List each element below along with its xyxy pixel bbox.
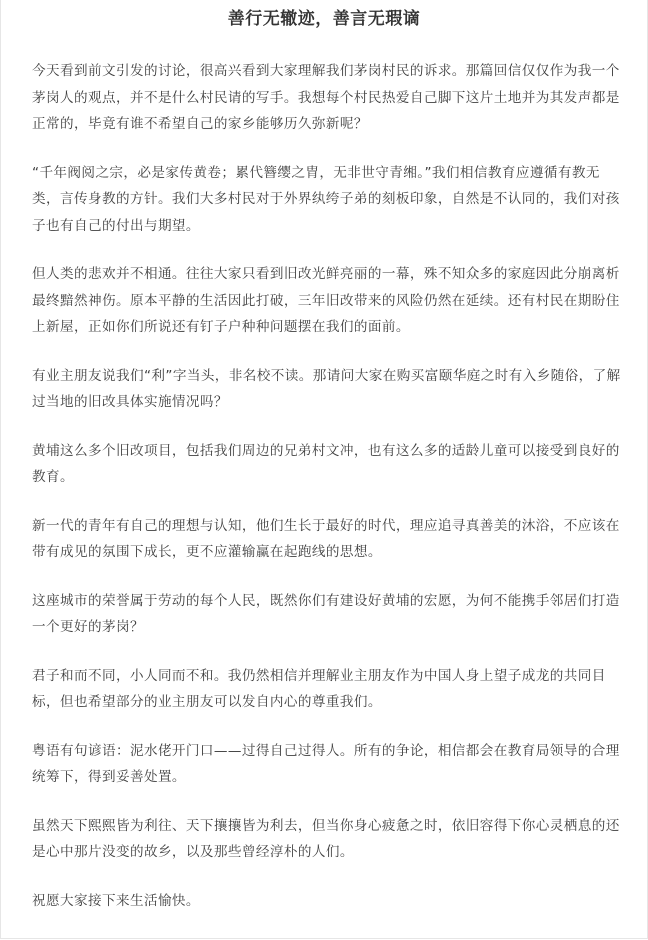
paragraph: 新一代的青年有自己的理想与认知，他们生长于最好的时代，理应追寻真善美的沐浴，不应该在带有成见的氛围下成长，更不应灌输赢在起跑线的思想。	[32, 517, 620, 560]
article-title: 善行无辙迹，善言无瑕谪	[227, 9, 421, 29]
paragraph: 今天看到前文引发的讨论，很高兴看到大家理解我们茅岗村民的诉求。那篇回信仅仅作为我一个茅岗人的观点，并不是什么村民请的写手。我想每个村民热爱自己脚下这片土地并为其发声都是正常的，毕竟有谁不希望自己的家乡能够历久弥新呢？	[32, 63, 620, 132]
paragraph: 黄埔这么多个旧改项目，包括我们周边的兄弟村文冲，也有这么多的适龄儿童可以接受到良好的教育。	[32, 442, 620, 485]
paragraph: 粤语有句谚语：泥水佬开门口——过得自己过得人。所有的争论，相信都会在教育局领导的合理统筹下，得到妥善处置。	[32, 742, 620, 785]
paragraph: “千年阀阅之宗，必是家传黄卷；累代簪缨之胄，无非世守青缃。”我们相信教育应遵循有教无类，言传身教的方针。我们大多村民对于外界纨绔子弟的刻板印象，自然是不认同的，我们对孩子也有自己的付出与期望。	[32, 164, 620, 234]
paragraph: 君子和而不同，小人同而不和。我仍然相信并理解业主朋友作为中国人身上望子成龙的共同目标，但也希望部分的业主朋友可以发自内心的尊重我们。	[32, 667, 606, 710]
paragraph: 祝愿大家接下来生活愉快。	[32, 892, 200, 909]
paragraph: 有业主朋友说我们“利”字当头，非名校不读。那请问大家在购买富颐华庭之时有入乡随俗，了解过当地的旧改具体实施情况吗？	[32, 367, 621, 410]
paragraph: 虽然天下熙熙皆为利往、天下攘攘皆为利去，但当你身心疲惫之时，依旧容得下你心灵栖息的还是心中那片没变的故乡，以及那些曾经淳朴的人们。	[32, 817, 620, 860]
article-body	[32, 58, 626, 936]
paragraph: 但人类的悲欢并不相通。往往大家只看到旧改光鲜亮丽的一幕，殊不知众多的家庭因此分崩离析最终黯然神伤。原本平静的生活因此打破，三年旧改带来的风险仍然在延续。还有村民在期盼住上新屋，正如你们所说还有钉子户种种问题摆在我们的面前。	[32, 266, 620, 335]
paragraph: 这座城市的荣誉属于劳动的每个人民，既然你们有建设好黄埔的宏愿，为何不能携手邻居们打造一个更好的茅岗？	[32, 592, 620, 635]
